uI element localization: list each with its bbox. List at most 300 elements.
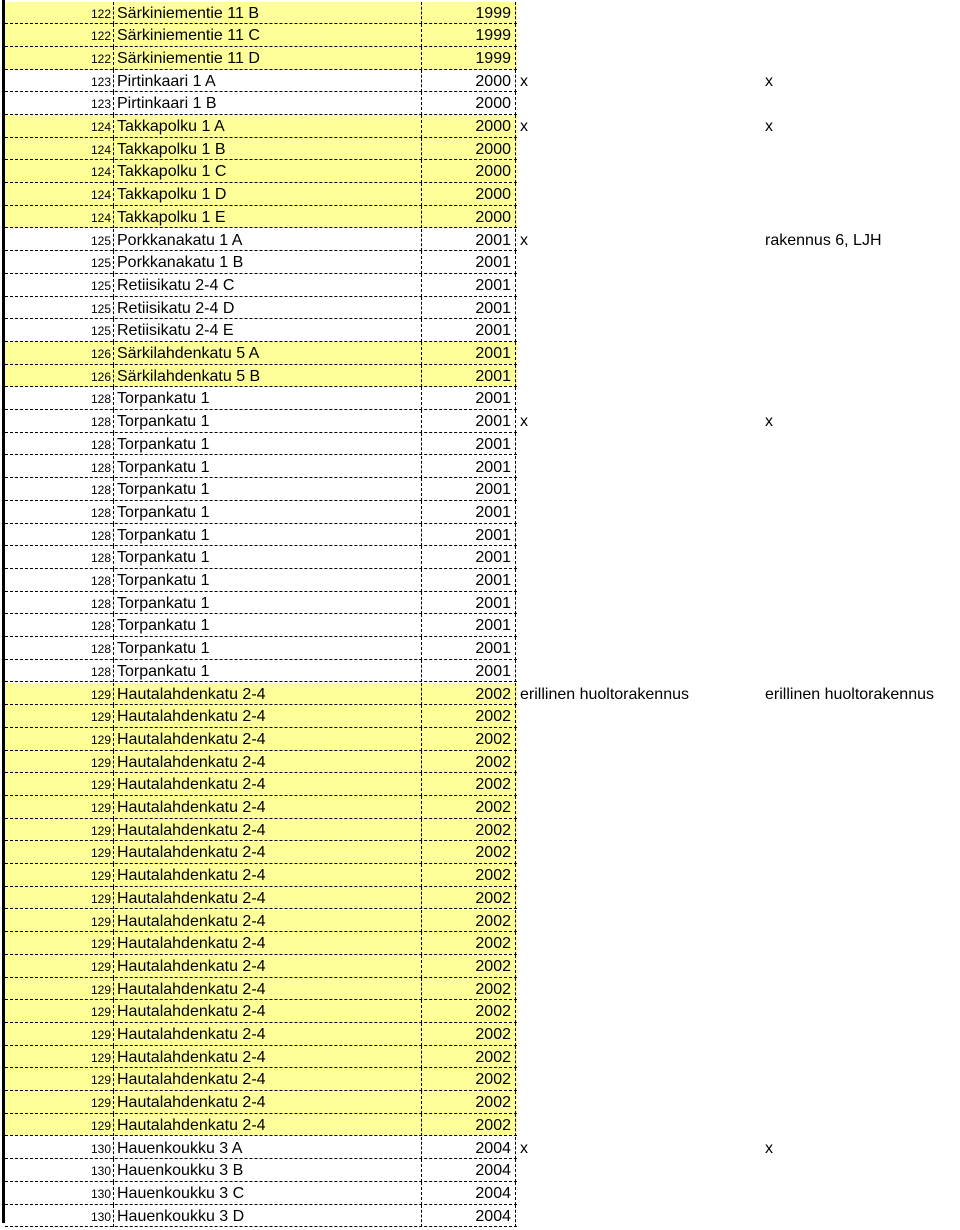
address-cell[interactable]: Porkkanakatu 1 A xyxy=(117,231,243,249)
cell-divider xyxy=(113,92,114,115)
address-cell[interactable]: Särkilahdenkatu 5 A xyxy=(117,345,260,362)
building-number-cell[interactable]: 128 xyxy=(90,505,111,520)
cell-divider xyxy=(515,1091,516,1114)
year-cell[interactable]: 2002 xyxy=(475,1116,511,1134)
address-cell[interactable]: Hauenkoukku 3 C xyxy=(117,1184,245,1202)
year-cell[interactable]: 2002 xyxy=(475,753,511,771)
note-cell[interactable]: x xyxy=(520,118,528,135)
year-cell[interactable]: 2000 xyxy=(475,72,511,90)
cell-divider xyxy=(515,1159,516,1182)
address-cell[interactable]: Hautalahdenkatu 2-4 xyxy=(117,1094,266,1112)
building-number-cell[interactable]: 125 xyxy=(90,301,111,316)
year-cell[interactable]: 2002 xyxy=(475,889,511,907)
table-row xyxy=(0,546,960,569)
year-cell[interactable]: 2001 xyxy=(475,640,511,658)
cell-divider xyxy=(113,1159,114,1182)
address-cell[interactable]: Hauenkoukku 3 A xyxy=(117,1139,243,1157)
cell-divider xyxy=(421,92,422,115)
table-row xyxy=(0,433,960,456)
address-cell[interactable]: Porkkanakatu 1 B xyxy=(117,254,244,272)
year-cell[interactable]: 2000 xyxy=(475,186,511,204)
year-cell[interactable]: 2000 xyxy=(475,208,511,226)
year-cell[interactable]: 2001 xyxy=(475,549,511,567)
table-row xyxy=(0,342,960,365)
building-number-cell[interactable]: 124 xyxy=(90,188,111,203)
address-cell[interactable]: Hautalahdenkatu 2-4 xyxy=(117,867,266,885)
cell-divider xyxy=(113,1114,114,1137)
address-cell[interactable]: Hautalahdenkatu 2-4 xyxy=(117,1048,266,1066)
table-row xyxy=(0,456,960,479)
table-row xyxy=(0,751,960,774)
building-number-cell[interactable]: 123 xyxy=(90,74,111,89)
cell-divider xyxy=(113,932,114,955)
cell-divider xyxy=(515,92,516,115)
building-number-cell[interactable]: 129 xyxy=(90,982,111,997)
cell-divider xyxy=(113,274,114,297)
table-row xyxy=(0,683,960,706)
year-cell[interactable]: 2001 xyxy=(475,435,511,453)
cell-divider xyxy=(515,524,516,547)
building-number-cell[interactable]: 128 xyxy=(90,460,111,475)
cell-divider xyxy=(515,2,516,25)
cell-divider xyxy=(515,955,516,978)
address-cell[interactable]: Takkapolku 1 B xyxy=(117,140,226,158)
building-number-cell[interactable]: 128 xyxy=(90,642,111,657)
address-cell[interactable]: Hautalahdenkatu 2-4 xyxy=(117,1116,266,1134)
cell-divider xyxy=(421,705,422,728)
table-row xyxy=(0,1137,960,1160)
address-cell[interactable]: Särkiniementie 11 D xyxy=(117,49,260,67)
building-number-cell[interactable]: 129 xyxy=(90,1028,111,1042)
cell-divider xyxy=(113,887,114,910)
table-row xyxy=(0,365,960,388)
cell-divider xyxy=(515,70,516,93)
cell-divider xyxy=(421,160,422,183)
building-number-cell[interactable]: 128 xyxy=(90,483,111,498)
building-number-cell[interactable]: 126 xyxy=(90,347,111,361)
building-number-cell[interactable]: 129 xyxy=(90,1096,111,1111)
cell-divider xyxy=(421,1137,422,1160)
table-row xyxy=(0,932,960,955)
cell-divider xyxy=(421,456,422,479)
note-cell[interactable]: erillinen huoltorakennus xyxy=(520,685,689,703)
note-cell[interactable]: x xyxy=(520,1139,528,1157)
year-cell[interactable]: 2002 xyxy=(475,730,511,748)
building-number-cell[interactable]: 128 xyxy=(90,551,111,566)
cell-divider xyxy=(113,569,114,592)
table-row xyxy=(0,773,960,796)
year-cell[interactable]: 2004 xyxy=(475,1184,511,1202)
year-cell[interactable]: 2001 xyxy=(475,345,511,362)
year-cell[interactable]: 2002 xyxy=(475,1094,511,1112)
address-cell[interactable]: Torpankatu 1 xyxy=(117,481,210,499)
building-number-cell[interactable]: 124 xyxy=(90,142,111,157)
cell-divider xyxy=(515,251,516,274)
address-cell[interactable]: Hautalahdenkatu 2-4 xyxy=(117,844,266,862)
year-cell[interactable]: 2004 xyxy=(475,1139,511,1157)
year-cell[interactable]: 2002 xyxy=(475,957,511,975)
year-cell[interactable]: 2002 xyxy=(475,912,511,930)
cell-divider xyxy=(421,546,422,569)
year-cell[interactable]: 2000 xyxy=(475,163,511,181)
cell-divider xyxy=(421,251,422,274)
building-number-cell[interactable]: 129 xyxy=(90,846,111,861)
cell-divider xyxy=(421,433,422,456)
year-cell[interactable]: 2001 xyxy=(475,572,511,589)
table-row xyxy=(0,614,960,637)
address-cell[interactable]: Särkiniementie 11 C xyxy=(117,27,260,45)
address-cell[interactable]: Särkiniementie 11 B xyxy=(117,4,259,22)
cell-divider xyxy=(421,978,422,1001)
table-row xyxy=(0,569,960,592)
cell-divider xyxy=(515,660,516,683)
year-cell[interactable]: 2002 xyxy=(475,1003,511,1021)
cell-divider xyxy=(421,773,422,796)
year-cell[interactable]: 2001 xyxy=(475,503,511,521)
year-cell[interactable]: 2002 xyxy=(475,980,511,998)
address-cell[interactable]: Retiisikatu 2-4 C xyxy=(117,276,235,294)
cell-divider xyxy=(421,1000,422,1023)
building-number-cell[interactable]: 129 xyxy=(90,732,111,747)
year-cell[interactable]: 2004 xyxy=(475,1207,511,1225)
table-row xyxy=(0,1046,960,1069)
building-number-cell[interactable]: 130 xyxy=(90,1209,111,1224)
table-row xyxy=(0,387,960,410)
address-cell[interactable]: Pirtinkaari 1 A xyxy=(117,72,216,90)
building-number-cell[interactable]: 129 xyxy=(90,959,111,974)
address-cell[interactable]: Torpankatu 1 xyxy=(117,458,210,476)
building-number-cell[interactable]: 129 xyxy=(90,1073,111,1088)
address-cell[interactable]: Hautalahdenkatu 2-4 xyxy=(117,708,266,726)
cell-divider xyxy=(421,614,422,637)
cell-divider xyxy=(421,1182,422,1205)
building-number-cell[interactable]: 129 xyxy=(90,1005,111,1020)
remark-cell[interactable]: erillinen huoltorakennus xyxy=(765,685,934,703)
cell-divider xyxy=(421,274,422,297)
address-cell[interactable]: Hautalahdenkatu 2-4 xyxy=(117,799,266,816)
cell-divider xyxy=(113,546,114,569)
year-cell[interactable]: 2001 xyxy=(475,662,511,680)
address-cell[interactable]: Torpankatu 1 xyxy=(117,526,210,544)
building-number-cell[interactable]: 122 xyxy=(90,6,111,21)
table-row xyxy=(0,910,960,933)
cell-divider xyxy=(113,206,114,229)
table-row xyxy=(0,592,960,615)
cell-divider xyxy=(113,1182,114,1205)
cell-divider xyxy=(421,932,422,955)
cell-divider xyxy=(113,433,114,456)
building-number-cell[interactable]: 129 xyxy=(90,801,111,815)
building-number-cell[interactable]: 129 xyxy=(90,1050,111,1065)
table-row xyxy=(0,1114,960,1137)
cell-divider xyxy=(515,138,516,161)
table-row xyxy=(0,24,960,47)
cell-divider xyxy=(515,274,516,297)
remark-cell[interactable]: rakennus 6, LJH xyxy=(765,231,882,249)
cell-divider xyxy=(421,1046,422,1069)
cell-divider xyxy=(515,229,516,252)
cell-divider xyxy=(113,1137,114,1160)
cell-divider xyxy=(515,614,516,637)
building-number-cell[interactable]: 129 xyxy=(90,778,111,793)
cell-divider xyxy=(113,864,114,887)
note-cell[interactable]: x xyxy=(520,231,528,249)
table-row xyxy=(0,887,960,910)
cell-divider xyxy=(113,728,114,751)
table-row xyxy=(0,637,960,660)
building-number-cell[interactable]: 128 xyxy=(90,528,111,543)
cell-divider xyxy=(515,160,516,183)
table-row xyxy=(0,955,960,978)
cell-divider xyxy=(421,24,422,47)
cell-divider xyxy=(113,683,114,706)
year-cell[interactable]: 1999 xyxy=(475,4,511,22)
year-cell[interactable]: 2004 xyxy=(475,1162,511,1180)
table-row xyxy=(0,92,960,115)
address-cell[interactable]: Hautalahdenkatu 2-4 xyxy=(117,685,266,703)
cell-divider xyxy=(421,410,422,433)
cell-divider xyxy=(515,819,516,842)
remark-cell[interactable]: x xyxy=(765,1139,773,1157)
table-row xyxy=(0,1091,960,1114)
year-cell[interactable]: 2001 xyxy=(475,594,511,612)
cell-divider xyxy=(113,2,114,25)
building-number-cell[interactable]: 130 xyxy=(90,1164,111,1179)
year-cell[interactable]: 2002 xyxy=(475,799,511,816)
building-number-cell[interactable]: 126 xyxy=(90,369,111,384)
building-number-cell[interactable]: 128 xyxy=(90,574,111,588)
year-cell[interactable]: 2002 xyxy=(475,844,511,862)
cell-divider xyxy=(113,910,114,933)
cell-divider xyxy=(421,910,422,933)
cell-divider xyxy=(421,319,422,342)
year-cell[interactable]: 2001 xyxy=(475,458,511,476)
note-cell[interactable]: x xyxy=(520,413,528,431)
table-row xyxy=(0,206,960,229)
cell-divider xyxy=(515,365,516,388)
address-cell[interactable]: Hautalahdenkatu 2-4 xyxy=(117,889,266,907)
building-number-cell[interactable]: 130 xyxy=(90,1186,111,1201)
address-cell[interactable]: Hautalahdenkatu 2-4 xyxy=(117,730,266,748)
year-cell[interactable]: 2001 xyxy=(475,231,511,249)
cell-divider xyxy=(113,229,114,252)
year-cell[interactable]: 2002 xyxy=(475,1048,511,1066)
cell-divider xyxy=(515,115,516,138)
year-cell[interactable]: 2001 xyxy=(475,526,511,544)
cell-divider xyxy=(515,751,516,774)
year-cell[interactable]: 2001 xyxy=(475,413,511,431)
cell-divider xyxy=(113,1000,114,1023)
address-cell[interactable]: Hauenkoukku 3 D xyxy=(117,1207,245,1225)
address-cell[interactable]: Torpankatu 1 xyxy=(117,662,210,680)
year-cell[interactable]: 2000 xyxy=(475,140,511,158)
table-row xyxy=(0,1182,960,1205)
building-number-cell[interactable]: 124 xyxy=(90,120,111,134)
cell-divider xyxy=(421,2,422,25)
table-row xyxy=(0,229,960,252)
building-number-cell[interactable]: 129 xyxy=(90,687,111,702)
cell-divider xyxy=(421,728,422,751)
cell-divider xyxy=(515,478,516,501)
building-number-cell[interactable]: 123 xyxy=(90,97,111,112)
cell-divider xyxy=(113,47,114,70)
building-number-cell[interactable]: 129 xyxy=(90,1118,111,1133)
building-number-cell[interactable]: 125 xyxy=(90,278,111,293)
address-cell[interactable]: Torpankatu 1 xyxy=(117,435,210,453)
building-number-cell[interactable]: 128 xyxy=(90,664,111,679)
building-number-cell[interactable]: 128 xyxy=(90,437,111,452)
year-cell[interactable]: 2002 xyxy=(475,867,511,885)
address-cell[interactable]: Takkapolku 1 D xyxy=(117,186,227,204)
building-number-cell[interactable]: 128 xyxy=(90,619,111,634)
cell-divider xyxy=(515,592,516,615)
cell-divider xyxy=(515,206,516,229)
year-cell[interactable]: 2001 xyxy=(475,299,511,317)
cell-divider xyxy=(421,1114,422,1137)
building-number-cell[interactable]: 130 xyxy=(90,1141,111,1156)
year-cell[interactable]: 2001 xyxy=(475,481,511,499)
address-cell[interactable]: Torpankatu 1 xyxy=(117,617,210,635)
address-cell[interactable]: Särkilahdenkatu 5 B xyxy=(117,367,261,385)
address-cell[interactable]: Hautalahdenkatu 2-4 xyxy=(117,912,266,930)
cell-divider xyxy=(515,1205,516,1228)
building-number-cell[interactable]: 129 xyxy=(90,869,111,884)
year-cell[interactable]: 2001 xyxy=(475,390,511,408)
address-cell[interactable]: Hautalahdenkatu 2-4 xyxy=(117,776,266,794)
address-cell[interactable]: Torpankatu 1 xyxy=(117,572,210,589)
cell-divider xyxy=(113,1205,114,1228)
address-cell[interactable]: Takkapolku 1 C xyxy=(117,163,227,181)
year-cell[interactable]: 2001 xyxy=(475,254,511,272)
building-number-cell[interactable]: 128 xyxy=(90,415,111,430)
address-cell[interactable]: Torpankatu 1 xyxy=(117,640,210,658)
address-cell[interactable]: Hautalahdenkatu 2-4 xyxy=(117,935,266,953)
cell-divider xyxy=(113,387,114,410)
building-number-cell[interactable]: 124 xyxy=(90,210,111,225)
building-number-cell[interactable]: 129 xyxy=(90,937,111,952)
year-cell[interactable]: 2002 xyxy=(475,685,511,703)
cell-divider xyxy=(515,728,516,751)
cell-divider xyxy=(421,569,422,592)
address-cell[interactable]: Pirtinkaari 1 B xyxy=(117,95,217,113)
year-cell[interactable]: 1999 xyxy=(475,49,511,67)
address-cell[interactable]: Takkapolku 1 A xyxy=(117,118,225,135)
cell-divider xyxy=(421,637,422,660)
year-cell[interactable]: 2002 xyxy=(475,935,511,953)
cell-divider xyxy=(421,47,422,70)
year-cell[interactable]: 2002 xyxy=(475,776,511,794)
year-cell[interactable]: 2002 xyxy=(475,1026,511,1043)
year-cell[interactable]: 2001 xyxy=(475,617,511,635)
note-cell[interactable]: x xyxy=(520,72,528,90)
cell-divider xyxy=(515,773,516,796)
building-number-cell[interactable]: 128 xyxy=(90,596,111,611)
building-number-cell[interactable]: 122 xyxy=(90,51,111,66)
cell-divider xyxy=(113,297,114,320)
year-cell[interactable]: 2000 xyxy=(475,118,511,135)
cell-divider xyxy=(515,932,516,955)
building-number-cell[interactable]: 129 xyxy=(90,755,111,770)
cell-divider xyxy=(113,524,114,547)
building-number-cell[interactable]: 128 xyxy=(90,392,111,407)
address-cell[interactable]: Hautalahdenkatu 2-4 xyxy=(117,1071,266,1089)
cell-divider xyxy=(515,841,516,864)
year-cell[interactable]: 2002 xyxy=(475,821,511,839)
cell-divider xyxy=(113,183,114,206)
cell-divider xyxy=(113,614,114,637)
cell-divider xyxy=(113,138,114,161)
cell-divider xyxy=(515,637,516,660)
address-cell[interactable]: Hautalahdenkatu 2-4 xyxy=(117,753,266,771)
table-row xyxy=(0,1000,960,1023)
year-cell[interactable]: 2002 xyxy=(475,708,511,726)
year-cell[interactable]: 1999 xyxy=(475,27,511,45)
year-cell[interactable]: 2001 xyxy=(475,322,511,340)
building-number-cell[interactable]: 125 xyxy=(90,233,111,248)
table-row xyxy=(0,1159,960,1182)
table-row xyxy=(0,728,960,751)
address-cell[interactable]: Hautalahdenkatu 2-4 xyxy=(117,821,266,839)
cell-divider xyxy=(113,365,114,388)
address-cell[interactable]: Hautalahdenkatu 2-4 xyxy=(117,1026,266,1043)
cell-divider xyxy=(113,24,114,47)
building-number-cell[interactable]: 129 xyxy=(90,823,111,838)
address-cell[interactable]: Hautalahdenkatu 2-4 xyxy=(117,1003,266,1021)
table-row xyxy=(0,478,960,501)
cell-divider xyxy=(113,501,114,524)
cell-divider xyxy=(421,229,422,252)
address-cell[interactable]: Retiisikatu 2-4 D xyxy=(117,299,235,317)
cell-divider xyxy=(515,319,516,342)
address-cell[interactable]: Torpankatu 1 xyxy=(117,413,210,431)
address-cell[interactable]: Hautalahdenkatu 2-4 xyxy=(117,980,266,998)
cell-divider xyxy=(515,1023,516,1046)
table-row xyxy=(0,138,960,161)
address-cell[interactable]: Takkapolku 1 E xyxy=(117,208,226,226)
building-number-cell[interactable]: 129 xyxy=(90,710,111,725)
table-row xyxy=(0,251,960,274)
cell-divider xyxy=(113,1068,114,1091)
remark-cell[interactable]: x xyxy=(765,413,773,431)
year-cell[interactable]: 2002 xyxy=(475,1071,511,1089)
remark-cell[interactable]: x xyxy=(765,118,773,135)
cell-divider xyxy=(515,387,516,410)
address-cell[interactable]: Hauenkoukku 3 B xyxy=(117,1162,244,1180)
remark-cell[interactable]: x xyxy=(765,72,773,90)
year-cell[interactable]: 2001 xyxy=(475,367,511,385)
building-number-cell[interactable]: 122 xyxy=(90,29,111,44)
building-number-cell[interactable]: 124 xyxy=(90,165,111,180)
cell-divider xyxy=(515,864,516,887)
building-number-cell[interactable]: 129 xyxy=(90,891,111,906)
building-number-cell[interactable]: 125 xyxy=(90,324,111,339)
address-cell[interactable]: Torpankatu 1 xyxy=(117,594,210,612)
address-cell[interactable]: Retiisikatu 2-4 E xyxy=(117,322,234,340)
building-number-cell[interactable]: 129 xyxy=(90,914,111,929)
address-cell[interactable]: Torpankatu 1 xyxy=(117,549,210,567)
address-cell[interactable]: Hautalahdenkatu 2-4 xyxy=(117,957,266,975)
cell-divider xyxy=(515,910,516,933)
cell-divider xyxy=(113,751,114,774)
address-cell[interactable]: Torpankatu 1 xyxy=(117,390,210,408)
cell-divider xyxy=(421,138,422,161)
year-cell[interactable]: 2001 xyxy=(475,276,511,294)
address-cell[interactable]: Torpankatu 1 xyxy=(117,503,210,521)
table-row xyxy=(0,274,960,297)
cell-divider xyxy=(113,1046,114,1069)
building-number-cell[interactable]: 125 xyxy=(90,256,111,271)
year-cell[interactable]: 2000 xyxy=(475,95,511,113)
